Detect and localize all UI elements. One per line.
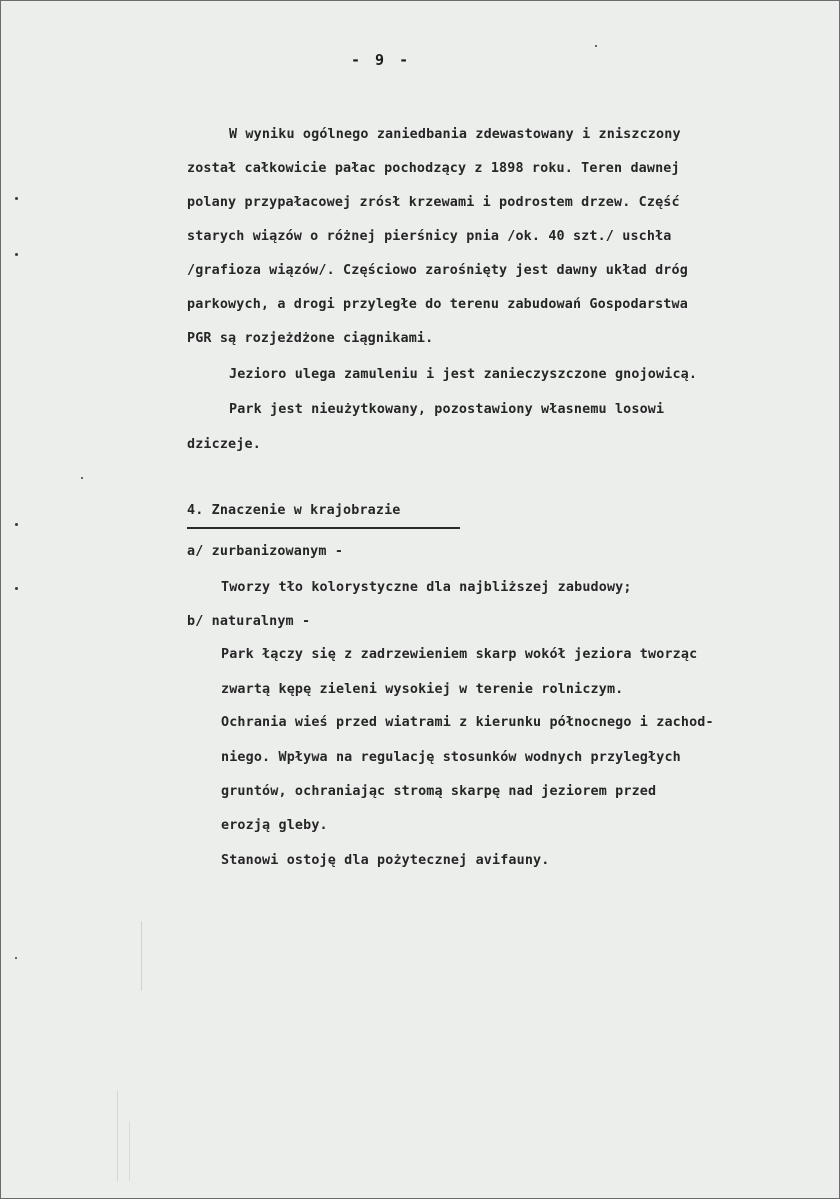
- margin-speck: [15, 957, 17, 959]
- item-b-label: b/ naturalnym -: [187, 614, 311, 629]
- margin-speck: [595, 45, 597, 47]
- item-a-label: a/ zurbanizowanym -: [187, 544, 344, 559]
- paragraph-line: Jezioro ulega zamuleniu i jest zanieczyszczone gnojowicą.: [229, 367, 698, 382]
- margin-speck: [15, 253, 18, 256]
- item-b-line: Stanowi ostoję dla pożytecznej avifauny.: [221, 853, 550, 868]
- scan-fold-mark: [141, 921, 142, 991]
- scan-fold-mark: [129, 1121, 130, 1181]
- paragraph-line: Park jest nieużytkowany, pozostawiony własnemu losowi: [229, 402, 665, 417]
- item-b-line: niego. Wpływa na regulację stosunków wodnych przyległych: [221, 750, 681, 765]
- page-number: - 9 -: [351, 51, 412, 69]
- paragraph-line: dziczeje.: [187, 437, 261, 452]
- paragraph-line: W wyniku ogólnego zaniedbania zdewastowany i zniszczony: [229, 127, 681, 142]
- heading-underline: [187, 527, 460, 529]
- margin-speck: [81, 477, 83, 479]
- paragraph-line: starych wiązów o różnej pierśnicy pnia /ok. 40 szt./ uschła: [187, 229, 672, 244]
- paragraph-line: parkowych, a drogi przyległe do terenu zabudowań Gospodarstwa: [187, 297, 688, 312]
- item-b-line: zwartą kępę zieleni wysokiej w terenie rolniczym.: [221, 682, 624, 697]
- margin-speck: [15, 587, 18, 590]
- paragraph-line: polany przypałacowej zrósł krzewami i podrostem drzew. Część: [187, 195, 680, 210]
- scan-fold-mark: [117, 1091, 118, 1181]
- item-b-line: Park łączy się z zadrzewieniem skarp wokół jeziora tworząc: [221, 647, 698, 662]
- paragraph-line: /grafioza wiązów/. Częściowo zarośnięty jest dawny układ dróg: [187, 263, 688, 278]
- margin-speck: [15, 523, 18, 526]
- paragraph-line: został całkowicie pałac pochodzący z 1898 roku. Teren dawnej: [187, 161, 680, 176]
- section-heading: 4. Znaczenie w krajobrazie: [187, 503, 401, 518]
- paragraph-line: PGR są rozjeżdżone ciągnikami.: [187, 331, 434, 346]
- item-a-text: Tworzy tło kolorystyczne dla najbliższej zabudowy;: [221, 580, 632, 595]
- item-b-line: erozją gleby.: [221, 818, 328, 833]
- item-b-line: gruntów, ochraniając stromą skarpę nad jeziorem przed: [221, 784, 657, 799]
- item-b-line: Ochrania wieś przed wiatrami z kierunku północnego i zachod-: [221, 715, 714, 730]
- margin-speck: [15, 197, 18, 200]
